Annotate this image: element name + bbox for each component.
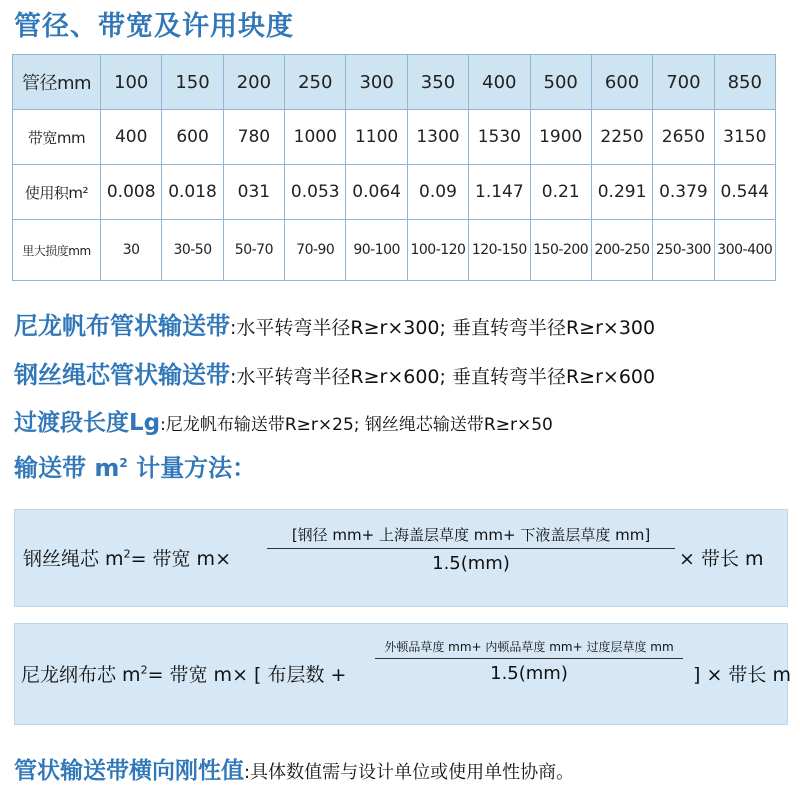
methods-text-a: 输送带 m <box>14 454 120 482</box>
formula2-numerator: 外顿品草度 mm+ 内顿品草度 mm+ 过度层草度 mm <box>384 640 674 654</box>
table-cell: 350 <box>407 55 468 110</box>
nylon-canvas-radius-text: :水平转弯半径R≥r×300; 垂直转弯半径R≥r×300 <box>230 317 656 339</box>
formula1-fraction-bar <box>267 548 675 549</box>
max-lump-size-row <box>13 220 776 281</box>
lateral-rigidity-label: 管状输送带横向刚性值 <box>14 758 244 784</box>
table-cell: 0.018 <box>162 165 223 220</box>
formula2-right: ] × 带长 m <box>693 664 791 686</box>
row-header-cell: 里大损度mm <box>13 220 101 281</box>
formula2-sup: 2 <box>140 663 148 677</box>
steel-cord-label: 钢丝绳芯管状输送带 <box>14 361 230 389</box>
table-cell: 150-200 <box>530 220 591 281</box>
table-cell: 100-120 <box>407 220 468 281</box>
table-cell: 850 <box>714 55 775 110</box>
table-cell: 1000 <box>285 110 346 165</box>
table-cell: 1900 <box>530 110 591 165</box>
table-cell: 150 <box>162 55 223 110</box>
table-cell: 300 <box>346 55 407 110</box>
table-cell: 600 <box>591 55 652 110</box>
pipe-diameter-row <box>13 55 776 110</box>
table-cell: 200-250 <box>591 220 652 281</box>
table-cell: 0.008 <box>101 165 162 220</box>
row-header-cell: 管径mm <box>13 55 101 110</box>
table-cell: 0.291 <box>591 165 652 220</box>
formula2-fraction <box>375 638 683 684</box>
formula1-right: × 带长 m <box>679 548 764 570</box>
table-cell: 031 <box>223 165 284 220</box>
table-cell: 2650 <box>653 110 714 165</box>
table-cell: 250-300 <box>653 220 714 281</box>
table-cell: 90-100 <box>346 220 407 281</box>
transition-length-line <box>14 404 553 437</box>
table-cell: 1100 <box>346 110 407 165</box>
formula1-sup: 2 <box>123 547 131 561</box>
table-cell: 2250 <box>591 110 652 165</box>
table-cell: 120-150 <box>469 220 530 281</box>
formula1-left-a: 钢丝绳芯 m <box>23 548 124 570</box>
usable-area-row <box>13 165 776 220</box>
table-cell: 600 <box>162 110 223 165</box>
steel-cord-radius-line <box>14 355 655 390</box>
steel-cord-formula-box <box>14 509 788 607</box>
table-cell: 700 <box>653 55 714 110</box>
nylon-canvas-radius-line <box>14 306 655 341</box>
formula1-left-b: = 带宽 m× <box>130 548 231 570</box>
table-cell: 0.544 <box>714 165 775 220</box>
table-cell: 1530 <box>469 110 530 165</box>
nylon-canvas-label: 尼龙帆布管状输送带 <box>14 312 230 340</box>
formula1-left <box>23 544 231 571</box>
formula1-denominator: 1.5(mm) <box>432 553 510 574</box>
spec-table <box>12 54 776 281</box>
formula1-fraction <box>267 524 675 574</box>
table-cell: 0.09 <box>407 165 468 220</box>
lateral-rigidity-text: :具体数值需与设计单位或使用单性协商。 <box>244 762 575 783</box>
table-cell: 0.21 <box>530 165 591 220</box>
methods-sup: 2 <box>119 456 128 470</box>
table-cell: 70-90 <box>285 220 346 281</box>
row-header-cell: 带宽mm <box>13 110 101 165</box>
formula2-left-a: 尼龙纲布芯 m <box>21 664 141 686</box>
table-cell: 50-70 <box>223 220 284 281</box>
table-cell: 100 <box>101 55 162 110</box>
lateral-rigidity-line <box>14 752 574 785</box>
transition-length-text: :尼龙帆布输送带R≥r×25; 钢丝绳芯输送带R≥r×50 <box>160 415 553 435</box>
table-cell: 200 <box>223 55 284 110</box>
table-cell: 250 <box>285 55 346 110</box>
table-cell: 400 <box>101 110 162 165</box>
table-cell: 780 <box>223 110 284 165</box>
table-cell: 400 <box>469 55 530 110</box>
formula2-fraction-bar <box>375 658 683 659</box>
formula1-numerator: [钢径 mm+ 上海盖层草度 mm+ 下液盖层草度 mm] <box>291 526 651 544</box>
nylon-canvas-formula-box <box>14 623 791 725</box>
formula2-left-b: = 带宽 m× [ 布层数 + <box>147 664 347 686</box>
table-cell: 300-400 <box>714 220 775 281</box>
methods-text-b: 计量方法： <box>127 454 257 482</box>
table-cell: 3150 <box>714 110 775 165</box>
measurement-method-heading <box>14 448 256 483</box>
formula2-denominator: 1.5(mm) <box>490 663 568 684</box>
steel-cord-radius-text: :水平转弯半径R≥r×600; 垂直转弯半径R≥r×600 <box>230 366 656 388</box>
table-cell: 1.147 <box>469 165 530 220</box>
formula2-left <box>21 660 346 687</box>
belt-width-row <box>13 110 776 165</box>
page-title: 管径、带宽及许用块度 <box>14 11 294 42</box>
row-header-cell: 使用积m² <box>13 165 101 220</box>
table-cell: 0.064 <box>346 165 407 220</box>
table-cell: 30 <box>101 220 162 281</box>
transition-length-label: 过渡段长度Lg <box>14 410 161 436</box>
table-cell: 30-50 <box>162 220 223 281</box>
table-cell: 1300 <box>407 110 468 165</box>
table-cell: 0.379 <box>653 165 714 220</box>
table-cell: 500 <box>530 55 591 110</box>
table-cell: 0.053 <box>285 165 346 220</box>
